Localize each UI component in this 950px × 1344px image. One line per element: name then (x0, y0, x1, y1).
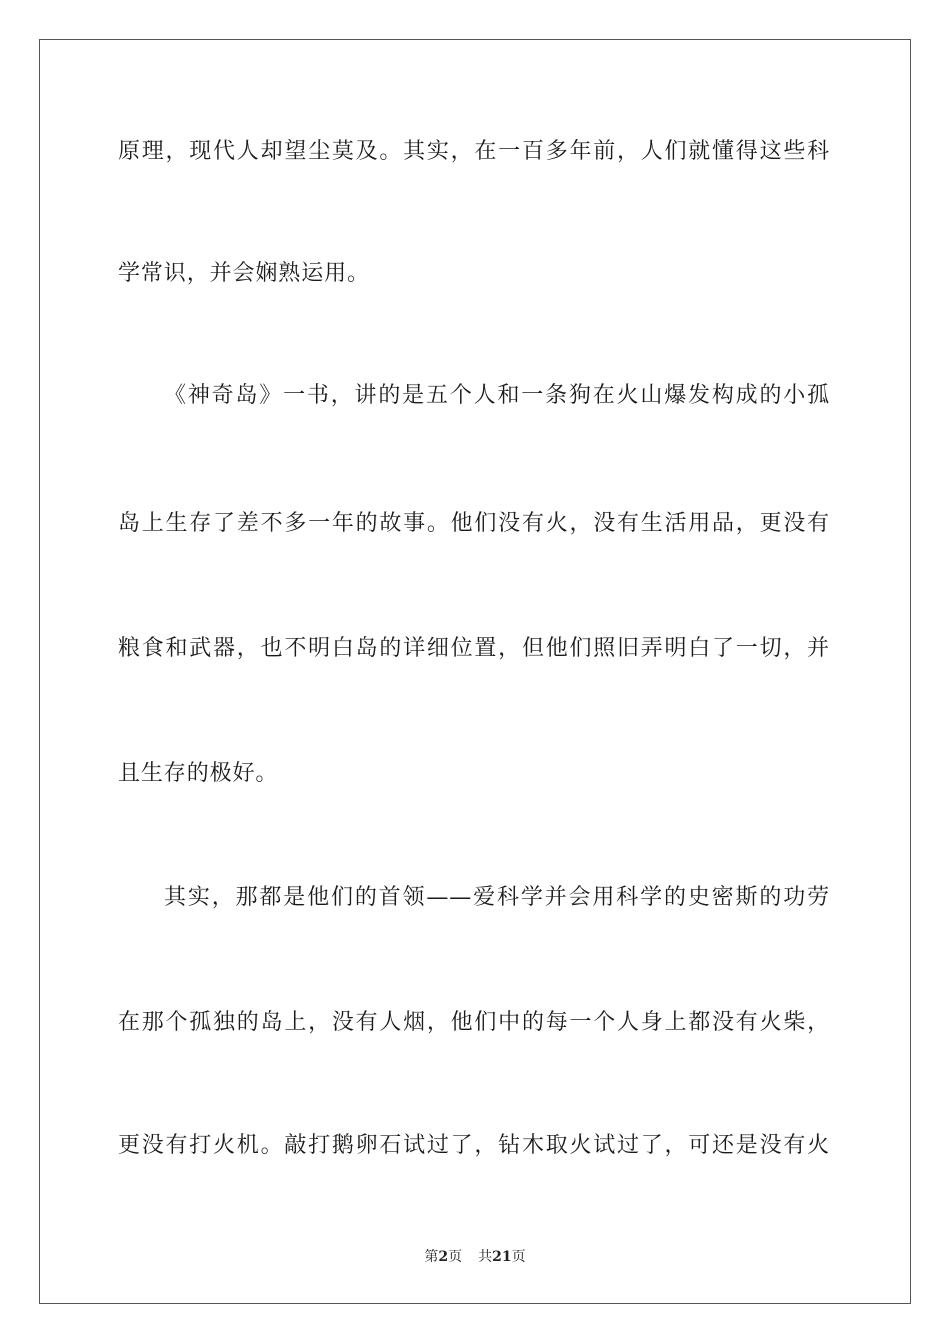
total-pages: 21 (492, 1249, 512, 1265)
page-footer (0, 1247, 950, 1267)
text-line-7: 其实，那都是他们的首领——爱科学并会用科学的史密斯的功劳 (164, 885, 830, 910)
text-line-9: 更没有打火机。敲打鹅卵石试过了，钻木取火试过了，可还是没有火 (118, 1133, 830, 1158)
text-line-1: 原理，现代人却望尘莫及。其实，在一百多年前，人们就懂得这些科 (118, 139, 830, 164)
total-prefix: 共 (478, 1249, 493, 1265)
text-line-8: 在那个孤独的岛上，没有人烟，他们中的每一个人身上都没有火柴， (118, 1010, 830, 1035)
text-line-5: 粮食和武器，也不明白岛的详细位置，但他们照旧弄明白了一切，并 (118, 636, 830, 661)
text-line-6: 且生存的极好。 (118, 761, 279, 786)
total-suffix: 页 (511, 1249, 526, 1265)
text-line-2: 学常识，并会娴熟运用。 (118, 261, 370, 286)
page-prefix: 第 (424, 1249, 439, 1265)
page-number: 2 (438, 1249, 449, 1265)
page-border (39, 39, 911, 1304)
text-line-4: 岛上生存了差不多一年的故事。他们没有火，没有生活用品，更没有 (118, 511, 830, 536)
text-line-3: 《神奇岛》一书，讲的是五个人和一条狗在火山爆发构成的小孤 (164, 383, 830, 408)
page-suffix: 页 (448, 1249, 463, 1265)
